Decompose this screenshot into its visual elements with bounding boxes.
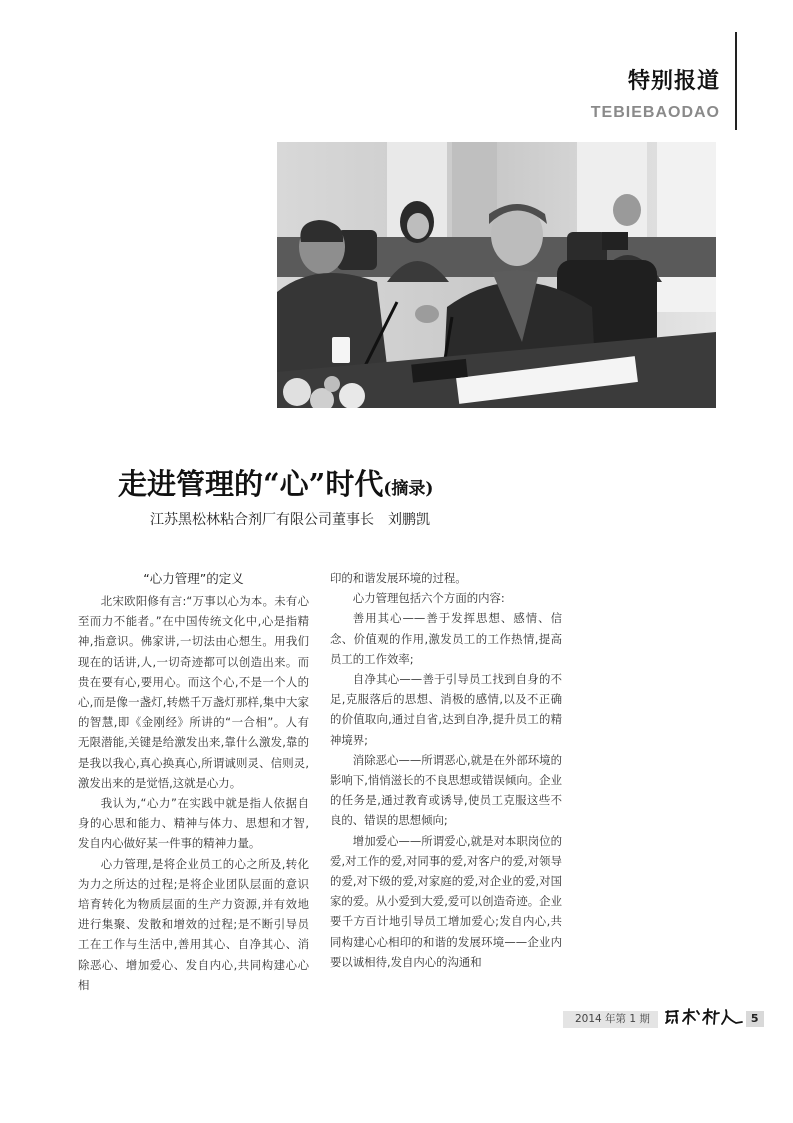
body-paragraph: 心力管理包括六个方面的内容: <box>352 591 505 606</box>
brand-logo <box>664 1008 744 1030</box>
body-paragraph: 自净其心——善于引导员工找到自身的不足,克服落后的思想、消极的感情,以及不正确的价值取向,通过自省,达到自净,提升员工的精神境界; <box>330 672 562 747</box>
section-subtitle: TEBIEBAODAO <box>590 104 720 121</box>
body-paragraph: 我认为,“心力”在实践中就是指人依据自身的心思和能力、精神与体力、思想和才智,发自内心做好某一件事的精神力量。 <box>78 796 309 851</box>
body-paragraph: 消除恶心——所谓恶心,就是在外部环境的影响下,悄悄滋长的不良思想或错误倾向。企业的任务是,通过教育或诱导,使员工克服这些不良的、错误的思想倾向; <box>330 752 562 828</box>
body-paragraph: 印的和谐发展环境的过程。 <box>330 571 467 585</box>
article-title-main: 走进管理的“心”时代 <box>118 467 384 501</box>
issue-label: 2014 年第 1 期 <box>563 1011 658 1028</box>
body-paragraph: 北宋欧阳修有言:“万事以心为本。未有心至而力不能者。”在中国传统文化中,心是指精神,指意识。佛家讲,一切法由心想生。用我们现在的话讲,人,一切奇迹都可以创造出来。而贵在要有心,要用心。而这个心,不是一个人的心,而是像一盏灯,转燃千万盏灯那样,集中大家的智慧,即《金刚经》所讲的“一合相”。人有无限潜能,关键是给激发出来,靠什么激发,靠的是我以我心,真心换真心,所谓诚则灵、信则灵,激发出来的是觉悟,这就是心力。 <box>78 594 309 790</box>
meeting-photo <box>277 142 716 408</box>
body-paragraph: 增加爱心——所谓爱心,就是对本职岗位的爱,对工作的爱,对同事的爱,对客户的爱,对领导的爱,对下级的爱,对家庭的爱,对企业的爱,对国家的爱。从小爱到大爱,爱可以创造奇迹。企业要千方百计地引导员工增加爱心;发自内心,共同构建心心相印的和谐的发展环境——企业内要以诚相待,发自内心的沟通和 <box>330 833 562 969</box>
page-number: 5 <box>746 1011 764 1027</box>
right-column <box>330 568 562 972</box>
article-title-note: (摘录) <box>383 479 434 499</box>
body-paragraph: 善用其心——善于发挥思想、感情、信念、价值观的作用,激发员工的工作热情,提高员工的工作效率; <box>330 611 562 666</box>
article-author: 江苏黑松林粘合剂厂有限公司董事长 刘鹏凯 <box>150 512 430 528</box>
section-title: 特别报道 <box>627 69 720 94</box>
article-title <box>118 462 433 503</box>
header-divider <box>735 32 737 130</box>
left-column <box>78 568 309 995</box>
section-heading: “心力管理”的定义 <box>143 571 244 586</box>
page-footer <box>563 1011 764 1027</box>
body-paragraph: 心力管理,是将企业员工的心之所及,转化为力之所达的过程;是将企业团队层面的意识培育转化为物质层面的生产力资源,并有效地进行集聚、发散和增效的过程;是不断引导员工在工作与生活中,善用其心、自净其心、消除恶心、增加爱心、发自内心,共同构建心心相 <box>78 856 309 992</box>
